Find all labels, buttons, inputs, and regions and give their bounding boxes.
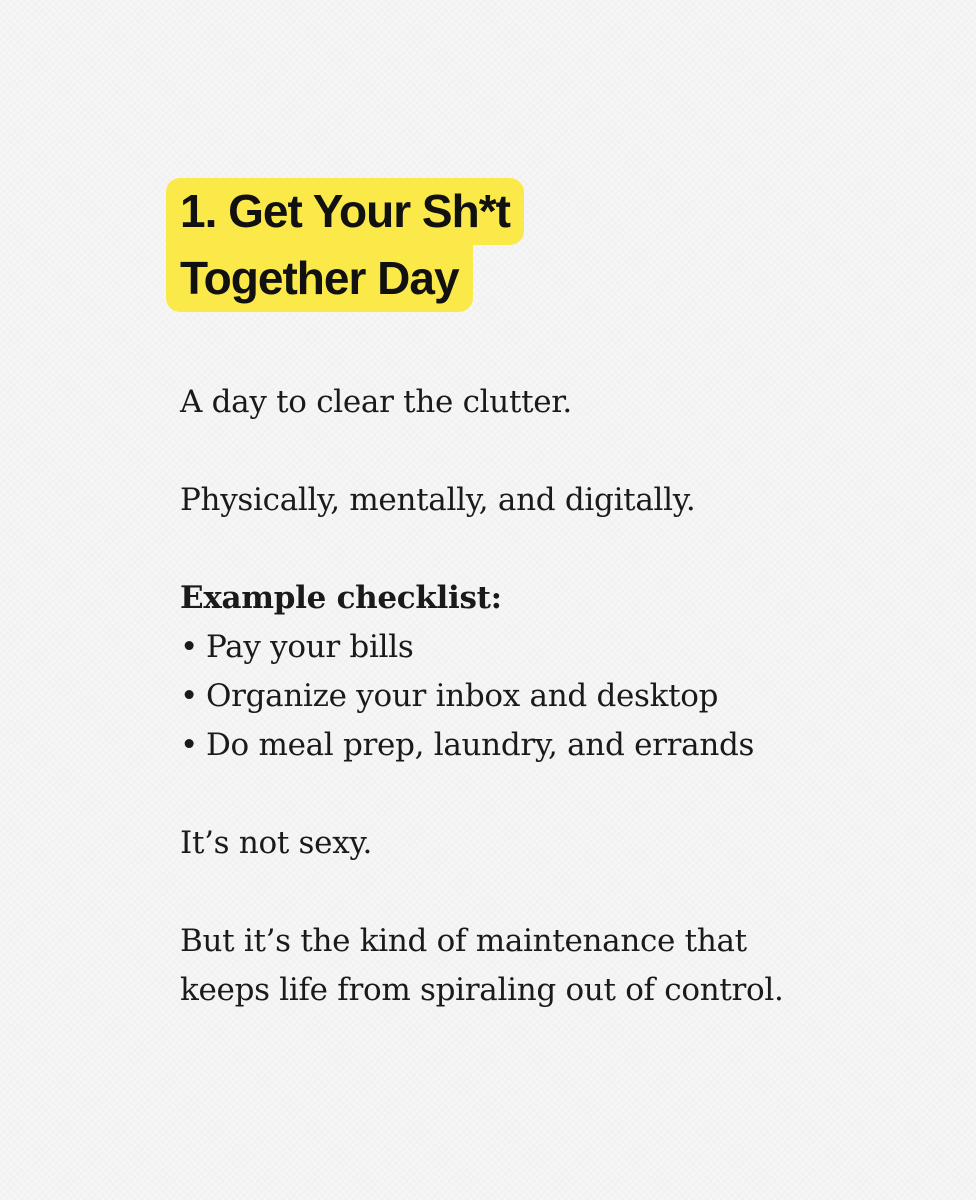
bullet-icon: •	[180, 678, 198, 714]
intro-text: A day to clear the clutter.	[180, 384, 572, 420]
bullet-icon: •	[180, 727, 198, 763]
closing-line-2: keeps life from spiraling out of control.	[180, 972, 784, 1008]
body-copy	[180, 378, 900, 1015]
page-title	[166, 178, 524, 312]
title-line-1: 1. Get Your Sh*t	[166, 178, 524, 245]
checklist-item-text: Do meal prep, laundry, and errands	[206, 727, 755, 763]
bullet-icon: •	[180, 629, 198, 665]
checklist-item-text: Pay your bills	[206, 629, 414, 665]
title-line-2: Together Day	[166, 245, 473, 312]
checklist-item	[180, 623, 900, 672]
checklist-item	[180, 672, 900, 721]
checklist	[180, 623, 900, 770]
checklist-item-text: Organize your inbox and desktop	[206, 678, 719, 714]
aside-text: It’s not sexy.	[180, 825, 373, 861]
checklist-heading: Example checklist:	[180, 580, 502, 616]
closing-line-1: But it’s the kind of maintenance that	[180, 923, 747, 959]
subintro-text: Physically, mentally, and digitally.	[180, 482, 696, 518]
checklist-item	[180, 721, 900, 770]
